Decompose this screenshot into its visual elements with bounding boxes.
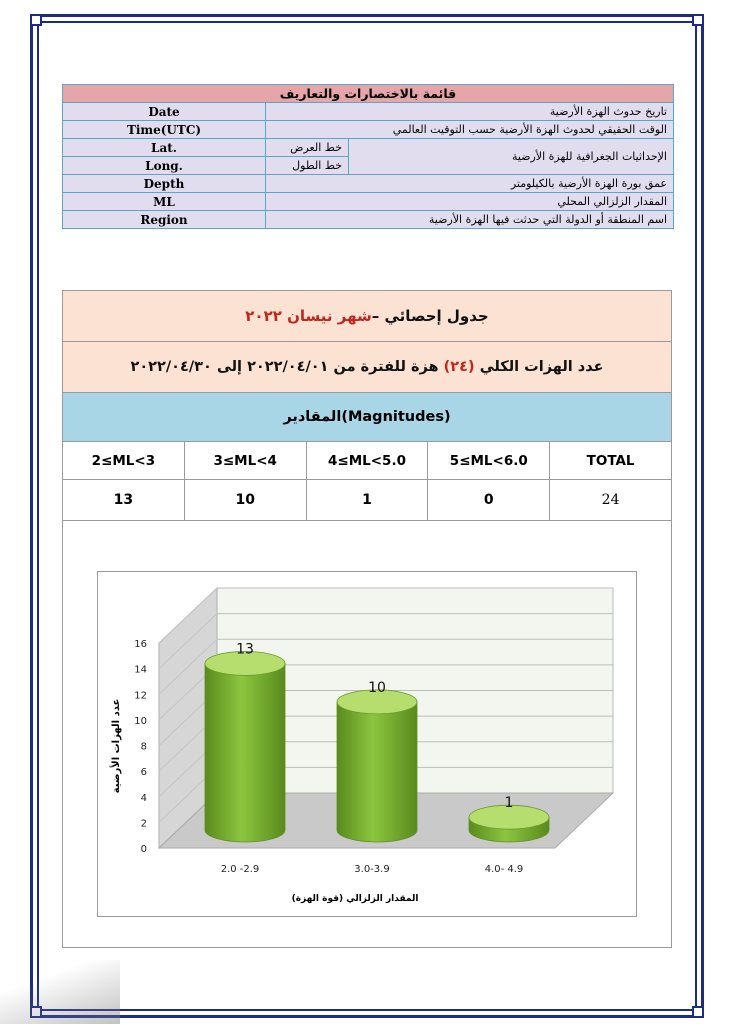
abbr-en: Date: [63, 103, 266, 121]
abbr-row: [63, 175, 674, 193]
abbr-en: Lat.: [63, 139, 266, 157]
period-text: هزة للفترة من ٢٠٢٢/٠٤/٠١ إلى ٢٠٢٢/٠٤/٣٠: [130, 359, 439, 375]
count-cell: 1: [306, 480, 428, 521]
abbr-ar-sub: خط الطول: [266, 157, 349, 175]
abbr-row: [63, 121, 674, 139]
abbr-en: Depth: [63, 175, 266, 193]
column-header: 4≤ML<5.0: [306, 442, 428, 480]
data-label: 13: [236, 641, 254, 658]
corner-ornament: [692, 14, 704, 26]
abbreviations-table: [62, 84, 674, 229]
abbr-ar: اسم المنطقة أو الدولة التي حدثت فيها الهزة الأرضية: [266, 211, 674, 229]
abbr-ar: الإحداثيات الجغرافية للهزة الأرضية: [349, 139, 674, 175]
abbr-ar: عمق بورة الهزة الأرضية بالكيلومتر: [266, 175, 674, 193]
abbr-ar: الوقت الحقيقي لحدوث الهزة الأرضية حسب التوقيت العالمي: [266, 121, 674, 139]
stats-title: [63, 291, 672, 342]
chart-bar: [205, 663, 285, 842]
abbr-row: [63, 193, 674, 211]
total-count: (٢٤): [443, 359, 475, 375]
y-tick-label: 6: [140, 767, 147, 779]
corner-ornament: [30, 14, 42, 26]
data-label: 1: [504, 795, 514, 812]
x-axis-label: المقدار الزلزالي (قوة الهزة): [291, 894, 419, 904]
photo-shadow: [0, 960, 120, 1024]
y-tick-label: 8: [140, 741, 147, 753]
abbr-ar: المقدار الزلزالي المحلي: [266, 193, 674, 211]
y-tick-label: 10: [134, 715, 147, 727]
abbr-en: Region: [63, 211, 266, 229]
y-tick-label: 12: [134, 690, 147, 702]
column-header: 2≤ML<3: [63, 442, 185, 480]
count-cell: 0: [428, 480, 550, 521]
magnitude-bar-chart: [97, 571, 637, 917]
y-axis-label: عدد الهزات الأرضية: [111, 698, 122, 794]
data-label: 10: [368, 679, 386, 696]
x-tick-label: 3.0-3.9: [354, 864, 390, 875]
stats-title-prefix: جدول إحصائي –: [371, 307, 489, 325]
abbr-en: ML: [63, 193, 266, 211]
x-tick-label: 2.0 -2.9: [220, 864, 260, 875]
abbr-en: Long.: [63, 157, 266, 175]
count-cell: 13: [63, 480, 185, 521]
abbr-row: [63, 103, 674, 121]
column-header: 3≤ML<4: [184, 442, 306, 480]
y-tick-label: 2: [140, 818, 147, 830]
abbreviations-title: قائمة بالاختصارات والتعاريف: [63, 85, 674, 103]
total-label: عدد الهزات الكلي: [479, 359, 604, 375]
magnitudes-header: المقادير(Magnitudes): [63, 393, 672, 442]
x-tick-label: 4.0- 4.9: [484, 864, 524, 875]
stats-title-month: شهر نيسان ٢٠٢٢: [245, 307, 372, 325]
y-tick-label: 14: [134, 664, 147, 676]
chart-bar: [337, 702, 417, 842]
abbr-en: Time(UTC): [63, 121, 266, 139]
count-cell: 10: [184, 480, 306, 521]
abbr-ar: تاريخ حدوث الهزة الأرضية: [266, 103, 674, 121]
total-cell: 24: [550, 480, 672, 521]
abbr-row: [63, 211, 674, 229]
y-tick-label: 16: [134, 639, 147, 650]
column-header: 5≤ML<6.0: [428, 442, 550, 480]
y-tick-label: 4: [140, 792, 147, 804]
stats-total-line: [63, 342, 672, 393]
abbr-row: [63, 139, 674, 157]
abbr-ar-sub: خط العرض: [266, 139, 349, 157]
column-header: TOTAL: [550, 442, 672, 480]
corner-ornament: [692, 1006, 704, 1018]
y-tick-label: 0: [140, 844, 147, 855]
